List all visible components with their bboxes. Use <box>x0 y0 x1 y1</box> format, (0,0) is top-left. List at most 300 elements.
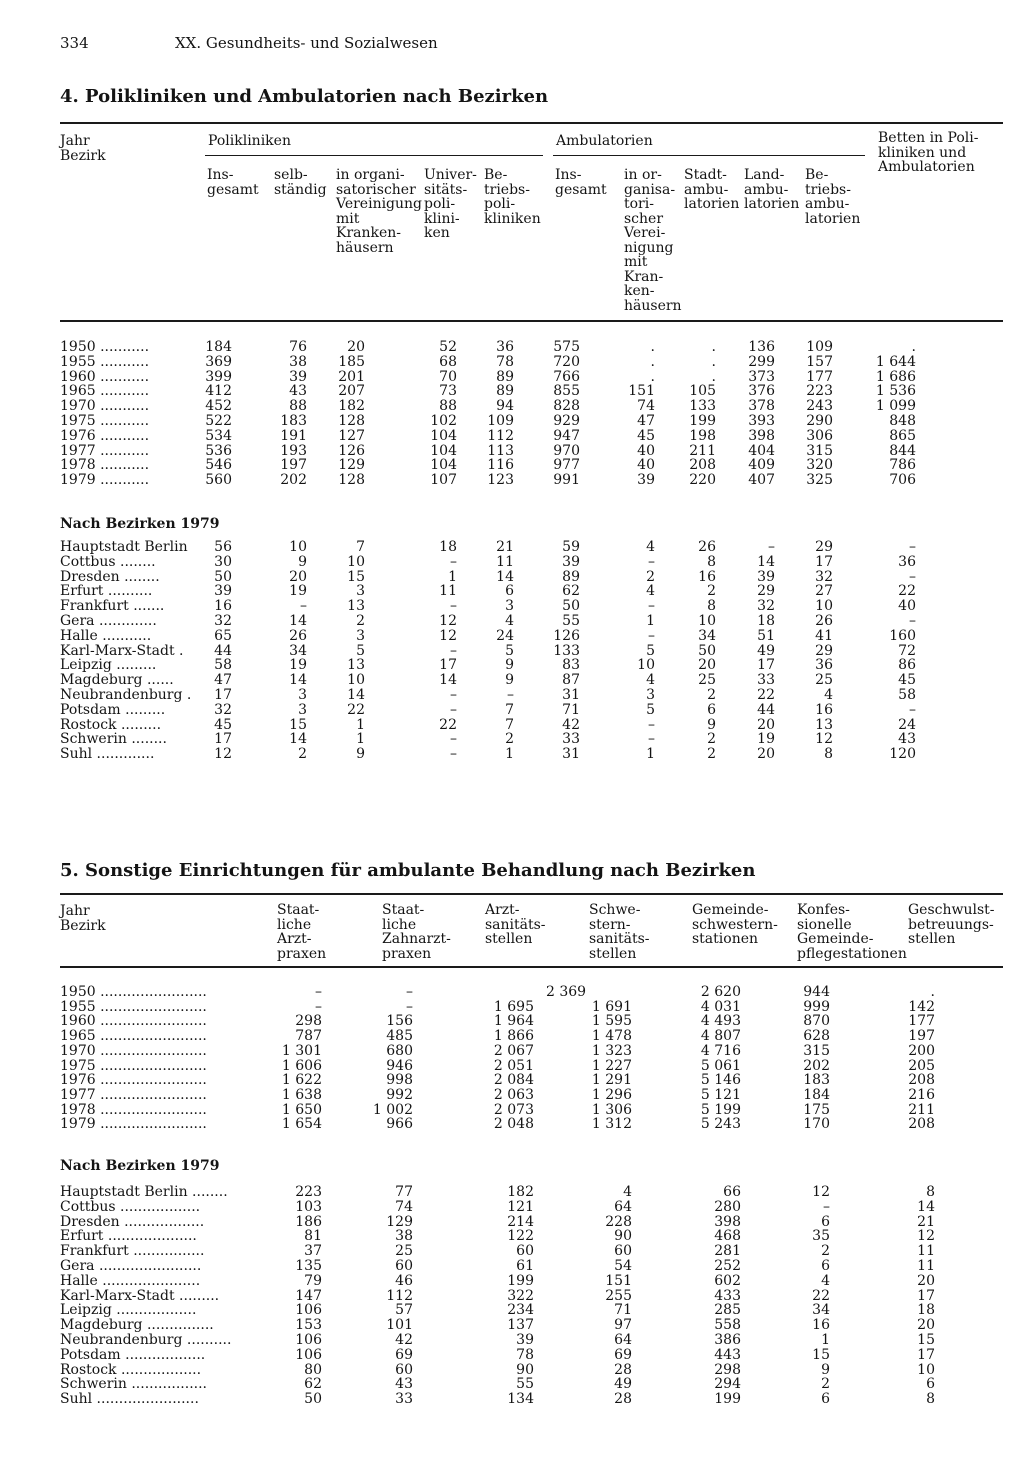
table-cell: 90 <box>614 1228 632 1245</box>
table-cell: 2 <box>298 746 307 763</box>
table-cell: 298 <box>295 1013 322 1030</box>
table-cell: 468 <box>714 1228 741 1245</box>
table-cell: 409 <box>748 457 775 474</box>
table4-group-rule-poli <box>205 155 543 156</box>
table-cell: 12 <box>439 627 457 644</box>
table-cell: 11 <box>496 553 514 570</box>
table-cell: 252 <box>714 1258 741 1274</box>
table-cell: . <box>711 353 716 370</box>
table-cell: 33 <box>395 1391 413 1408</box>
table-cell: 9 <box>298 553 307 570</box>
table-cell: 47 <box>214 672 232 689</box>
row-label: 1965 ........................ <box>60 1028 207 1045</box>
table-cell: 182 <box>338 398 365 415</box>
table-cell: 2 048 <box>493 1116 534 1133</box>
table-cell: 34 <box>289 642 307 659</box>
table-cell: 2 <box>707 583 716 600</box>
table-cell: 34 <box>698 627 716 644</box>
table-cell: 855 <box>553 383 580 400</box>
table-cell: 43 <box>289 383 307 400</box>
table-cell: – <box>450 746 457 763</box>
table-cell: 199 <box>714 1391 741 1408</box>
table4-group-rule-amb <box>553 155 865 156</box>
table-cell: 15 <box>347 568 365 585</box>
row-label: Neubrandenburg .......... <box>60 1332 232 1348</box>
table-cell: – <box>648 716 655 733</box>
table-cell: 116 <box>487 457 514 474</box>
table-cell: 136 <box>748 339 775 355</box>
table-cell: 844 <box>889 442 916 459</box>
table-cell: 198 <box>689 427 716 444</box>
row-label: 1960 ........... <box>60 368 150 385</box>
table-cell: 628 <box>803 1028 830 1045</box>
table-cell: 1 <box>646 613 655 629</box>
table-cell: 4 493 <box>700 1013 741 1030</box>
row-label: 1977 ........................ <box>60 1086 207 1103</box>
row-label: 1970 ........... <box>60 398 150 415</box>
table-cell: 19 <box>289 657 307 674</box>
table-cell: 49 <box>757 642 775 659</box>
table-cell: 50 <box>698 642 716 659</box>
table-cell: 15 <box>289 716 307 733</box>
table-cell: 29 <box>815 642 833 659</box>
table-cell: 452 <box>205 398 232 415</box>
table-cell: 214 <box>507 1213 534 1230</box>
table-row <box>0 1243 1024 1259</box>
table-cell: 147 <box>295 1287 322 1304</box>
table-cell: 7 <box>356 539 365 555</box>
table-cell: 175 <box>803 1101 830 1118</box>
row-label: Hauptstadt Berlin ........ <box>60 1184 228 1200</box>
table-cell: 64 <box>614 1198 632 1215</box>
row-label: Schwerin ........ <box>60 731 167 748</box>
table-cell: 123 <box>487 472 514 489</box>
table-cell: 17 <box>439 657 457 674</box>
table-cell: 522 <box>205 413 232 429</box>
table-cell: 18 <box>439 539 457 555</box>
table-cell: 7 <box>505 716 514 733</box>
table-cell: 15 <box>812 1346 830 1363</box>
table-cell: 25 <box>698 672 716 689</box>
table-cell: 234 <box>507 1302 534 1319</box>
table-row <box>0 1199 1024 1215</box>
table-cell: 72 <box>898 642 916 659</box>
table-cell: 28 <box>614 1391 632 1408</box>
table-cell: 26 <box>698 539 716 555</box>
table-cell: 184 <box>803 1086 830 1103</box>
table5-title: 5. Sonstige Einrichtungen für ambulante Behandlung nach Bezirken <box>60 860 756 881</box>
table-row <box>0 1214 1024 1230</box>
table-cell: . <box>930 984 935 1000</box>
table-cell: 71 <box>562 701 580 718</box>
table-cell: 40 <box>898 598 916 615</box>
table-cell: 13 <box>347 598 365 615</box>
table-cell: – <box>406 998 413 1015</box>
table-cell: 32 <box>214 701 232 718</box>
table-cell: 306 <box>806 427 833 444</box>
table-cell: 223 <box>295 1184 322 1200</box>
row-label: 1977 ........... <box>60 442 150 459</box>
table-cell: 137 <box>507 1317 534 1334</box>
table-row <box>0 1362 1024 1378</box>
table-cell: . <box>711 368 716 385</box>
row-label: Schwerin ................. <box>60 1376 208 1393</box>
table-cell: 199 <box>507 1272 534 1289</box>
row-label: Suhl ............. <box>60 746 155 763</box>
table-cell: 1 002 <box>372 1101 413 1118</box>
table-cell: 16 <box>815 701 833 718</box>
table-cell: 3 <box>646 687 655 703</box>
table-row <box>0 1317 1024 1333</box>
table-cell: 133 <box>553 642 580 659</box>
table-cell: 205 <box>908 1057 935 1074</box>
table4-col-betriebs-poli: Be- triebs- poli- kliniken <box>484 167 541 227</box>
table-cell: 17 <box>214 687 232 703</box>
table-cell: – <box>507 687 514 703</box>
table-row <box>0 598 1024 614</box>
table-cell: 39 <box>516 1332 534 1348</box>
table-cell: 6 <box>821 1213 830 1230</box>
table-cell: 26 <box>289 627 307 644</box>
table-cell: 20 <box>917 1317 935 1334</box>
table-cell: 22 <box>757 687 775 703</box>
table-cell: 320 <box>806 457 833 474</box>
table-cell: – <box>450 642 457 659</box>
table-cell: 1 644 <box>875 353 916 370</box>
row-label: 1965 ........... <box>60 383 150 400</box>
row-label: 1976 ........... <box>60 427 150 444</box>
row-label: Dresden ........ <box>60 568 160 585</box>
row-label: Karl-Marx-Stadt ......... <box>60 1287 220 1304</box>
table-cell: 546 <box>205 457 232 474</box>
table-cell: 197 <box>280 457 307 474</box>
table5-1950-merged-value: 2 369 <box>546 984 587 1000</box>
table-cell: 49 <box>614 1376 632 1393</box>
table-cell: 183 <box>280 413 307 429</box>
table-row <box>0 1288 1024 1304</box>
table-cell: 2 <box>505 731 514 748</box>
table-row <box>0 1087 1024 1103</box>
table5-subhead: Nach Bezirken 1979 <box>60 1158 220 1174</box>
table-cell: 10 <box>289 539 307 555</box>
table-row <box>0 717 1024 733</box>
table-cell: . <box>911 339 916 355</box>
table-cell: 2 <box>707 687 716 703</box>
table-cell: 14 <box>757 553 775 570</box>
table-cell: 87 <box>562 672 580 689</box>
row-label: Cottbus .................. <box>60 1198 201 1215</box>
table-row <box>0 1102 1024 1118</box>
table-cell: 4 716 <box>700 1042 741 1059</box>
table-row <box>0 554 1024 570</box>
table4-subhead: Nach Bezirken 1979 <box>60 516 220 532</box>
table-cell: 156 <box>386 1013 413 1030</box>
table-cell: 10 <box>347 553 365 570</box>
table-cell: 216 <box>908 1086 935 1103</box>
table-cell: 3 <box>298 701 307 718</box>
table-cell: 58 <box>214 657 232 674</box>
table-cell: 280 <box>714 1198 741 1215</box>
table-cell: . <box>711 339 716 355</box>
row-label: Magdeburg ...... <box>60 672 174 689</box>
table-cell: 105 <box>689 383 716 400</box>
table-cell: 39 <box>637 472 655 489</box>
row-label: 1975 ........................ <box>60 1057 207 1074</box>
table-cell: 78 <box>516 1346 534 1363</box>
table-cell: – <box>450 598 457 615</box>
row-label: Erfurt .................... <box>60 1228 197 1245</box>
table-cell: 19 <box>289 583 307 600</box>
table-cell: 45 <box>214 716 232 733</box>
table-cell: 69 <box>614 1346 632 1363</box>
table-cell: 151 <box>628 383 655 400</box>
table-row <box>0 428 1024 444</box>
table-cell: 828 <box>553 398 580 415</box>
table-row <box>0 1391 1024 1407</box>
table-cell: 398 <box>714 1213 741 1230</box>
table-cell: 51 <box>757 627 775 644</box>
table-cell: 135 <box>295 1258 322 1274</box>
table-cell: 2 <box>646 568 655 585</box>
row-label: 1979 ........... <box>60 472 150 489</box>
table-row <box>0 354 1024 370</box>
table-cell: 8 <box>824 746 833 763</box>
table-cell: 107 <box>430 472 457 489</box>
table-row <box>0 613 1024 629</box>
table-cell: 15 <box>917 1332 935 1348</box>
table-cell: 54 <box>614 1258 632 1274</box>
table-cell: 65 <box>214 627 232 644</box>
table5-col-arztsanitaetsstellen: Arzt- sanitäts- stellen <box>485 902 546 947</box>
table-cell: 5 <box>646 642 655 659</box>
table-cell: 22 <box>898 583 916 600</box>
table-cell: 31 <box>562 687 580 703</box>
table-cell: 5 <box>646 701 655 718</box>
table-cell: 112 <box>487 427 514 444</box>
table-row <box>0 746 1024 762</box>
table-row <box>0 657 1024 673</box>
table-cell: 4 <box>646 583 655 600</box>
table-cell: 182 <box>507 1184 534 1200</box>
table-cell: 14 <box>917 1198 935 1215</box>
table-cell: 706 <box>889 472 916 489</box>
table-cell: 9 <box>707 716 716 733</box>
table-cell: 197 <box>908 1028 935 1045</box>
table-cell: 29 <box>815 539 833 555</box>
table-cell: 315 <box>803 1042 830 1059</box>
table-cell: 4 <box>505 613 514 629</box>
row-label: 1978 ........... <box>60 457 150 474</box>
table-cell: 127 <box>338 427 365 444</box>
table-cell: 79 <box>304 1272 322 1289</box>
table-cell: 80 <box>304 1361 322 1378</box>
table-cell: 966 <box>386 1116 413 1133</box>
table-cell: 433 <box>714 1287 741 1304</box>
table-cell: 2 <box>356 613 365 629</box>
table-cell: 27 <box>815 583 833 600</box>
table-row <box>0 1376 1024 1392</box>
table-cell: 36 <box>496 339 514 355</box>
table-cell: 17 <box>917 1287 935 1304</box>
table-cell: 1 638 <box>281 1086 322 1103</box>
table-row <box>0 583 1024 599</box>
table-cell: 1 866 <box>493 1028 534 1045</box>
table4-col-betten: Betten in Poli- kliniken und Ambulatorien <box>878 130 979 175</box>
table4-col-poli-insgesamt: Ins- gesamt <box>207 167 259 198</box>
table-cell: 50 <box>562 598 580 615</box>
table-cell: 787 <box>295 1028 322 1045</box>
table-cell: 97 <box>614 1317 632 1334</box>
table-cell: 13 <box>815 716 833 733</box>
table-cell: 5 061 <box>700 1057 741 1074</box>
row-label: 1975 ........... <box>60 413 150 429</box>
table-cell: 2 <box>821 1376 830 1393</box>
table-cell: 57 <box>395 1302 413 1319</box>
table-cell: 102 <box>430 413 457 429</box>
table-cell: 202 <box>280 472 307 489</box>
table-cell: 83 <box>562 657 580 674</box>
table-cell: 66 <box>723 1184 741 1200</box>
row-label: Dresden .................. <box>60 1213 205 1230</box>
table-cell: 12 <box>214 746 232 763</box>
row-label: 1955 ........... <box>60 353 150 370</box>
table-cell: 9 <box>505 672 514 689</box>
table-cell: 223 <box>806 383 833 400</box>
table-cell: 42 <box>562 716 580 733</box>
table-cell: 14 <box>289 731 307 748</box>
table-cell: 40 <box>637 442 655 459</box>
table-cell: 33 <box>562 731 580 748</box>
table-cell: 6 <box>821 1391 830 1408</box>
table-cell: 101 <box>386 1317 413 1334</box>
table-cell: – <box>315 998 322 1015</box>
table-cell: 19 <box>757 731 775 748</box>
table-cell: 104 <box>430 442 457 459</box>
table-cell: 39 <box>214 583 232 600</box>
table-cell: 25 <box>815 672 833 689</box>
table-cell: 1 686 <box>875 368 916 385</box>
row-label: 1950 ........... <box>60 339 150 355</box>
table4-col-amb-vereinigung: in or- ganisa- tori- scher Verei- nigung mit Kran- ken- häusern <box>624 167 682 314</box>
table-cell: 14 <box>496 568 514 585</box>
table-cell: 10 <box>698 613 716 629</box>
table4-col-amb-insgesamt: Ins- gesamt <box>555 167 607 198</box>
table-cell: 26 <box>815 613 833 629</box>
row-label: Magdeburg ............... <box>60 1317 214 1334</box>
table4-col-betriebs-amb: Be- triebs- ambu- latorien <box>805 167 861 227</box>
table-cell: 14 <box>289 672 307 689</box>
table-cell: 12 <box>439 613 457 629</box>
row-label: 1955 ........................ <box>60 998 207 1015</box>
table5-header-rule <box>60 966 1003 968</box>
table-cell: – <box>406 984 413 1000</box>
table-cell: 56 <box>214 539 232 555</box>
table-row <box>0 687 1024 703</box>
table-cell: 33 <box>757 672 775 689</box>
table-cell: 24 <box>898 716 916 733</box>
table-row <box>0 443 1024 459</box>
table-cell: 325 <box>806 472 833 489</box>
table-cell: 1 227 <box>591 1057 632 1074</box>
table-cell: 58 <box>898 687 916 703</box>
table4-col-org-vereinigung: in organi- satorischer Vereinigung mit Kranken- häusern <box>336 167 423 256</box>
table-cell: 208 <box>689 457 716 474</box>
table5-col-konfessionelle: Konfes- sionelle Gemeinde- pflegestationen <box>797 902 907 962</box>
table-cell: 20 <box>347 339 365 355</box>
table-row <box>0 643 1024 659</box>
table-cell: 14 <box>347 687 365 703</box>
table-row <box>0 369 1024 385</box>
table-cell: 991 <box>553 472 580 489</box>
table-cell: 2 <box>707 731 716 748</box>
table-cell: 8 <box>926 1184 935 1200</box>
table-cell: 32 <box>214 613 232 629</box>
table-cell: 9 <box>505 657 514 674</box>
table-row <box>0 1184 1024 1200</box>
table-cell: 62 <box>562 583 580 600</box>
table5-col-schwesternsanitaet: Schwe- stern- sanitäts- stellen <box>589 902 650 962</box>
table4-group-ambulatorien: Ambulatorien <box>556 133 653 149</box>
table-cell: 11 <box>917 1243 935 1260</box>
table-cell: 407 <box>748 472 775 489</box>
table-cell: 443 <box>714 1346 741 1363</box>
table-cell: 21 <box>496 539 514 555</box>
table-cell: 3 <box>356 627 365 644</box>
table-cell: 9 <box>821 1361 830 1378</box>
table-cell: 76 <box>289 339 307 355</box>
table-cell: 1 312 <box>591 1116 632 1133</box>
table-cell: – <box>648 627 655 644</box>
table-cell: 404 <box>748 442 775 459</box>
table-row <box>0 1347 1024 1363</box>
table-cell: 1 <box>821 1332 830 1348</box>
table-cell: 43 <box>898 731 916 748</box>
table-cell: 88 <box>439 398 457 415</box>
table-cell: 992 <box>386 1086 413 1103</box>
table-cell: 36 <box>815 657 833 674</box>
table-cell: 128 <box>338 472 365 489</box>
table-cell: 43 <box>395 1376 413 1393</box>
table-row <box>0 1028 1024 1044</box>
table-cell: 6 <box>505 583 514 600</box>
table-cell: 947 <box>553 427 580 444</box>
table-cell: 6 <box>926 1376 935 1393</box>
table-row <box>0 1302 1024 1318</box>
table-cell: 86 <box>898 657 916 674</box>
table-cell: 38 <box>289 353 307 370</box>
table-row <box>0 339 1024 355</box>
table-cell: 89 <box>562 568 580 585</box>
table-cell: 1 291 <box>591 1072 632 1089</box>
table-cell: 534 <box>205 427 232 444</box>
table-cell: 18 <box>917 1302 935 1319</box>
table-cell: 680 <box>386 1042 413 1059</box>
table-cell: 12 <box>812 1184 830 1200</box>
table-cell: 1 650 <box>281 1101 322 1118</box>
table-cell: – <box>909 613 916 629</box>
table-cell: 2 073 <box>493 1101 534 1118</box>
table-cell: 200 <box>908 1042 935 1059</box>
table-row <box>0 569 1024 585</box>
table-cell: 40 <box>637 457 655 474</box>
table-cell: . <box>650 353 655 370</box>
table-cell: 4 <box>824 687 833 703</box>
table-cell: – <box>909 701 916 718</box>
table-cell: 322 <box>507 1287 534 1304</box>
table-cell: 30 <box>214 553 232 570</box>
table-cell: 720 <box>553 353 580 370</box>
table-cell: 20 <box>757 746 775 763</box>
